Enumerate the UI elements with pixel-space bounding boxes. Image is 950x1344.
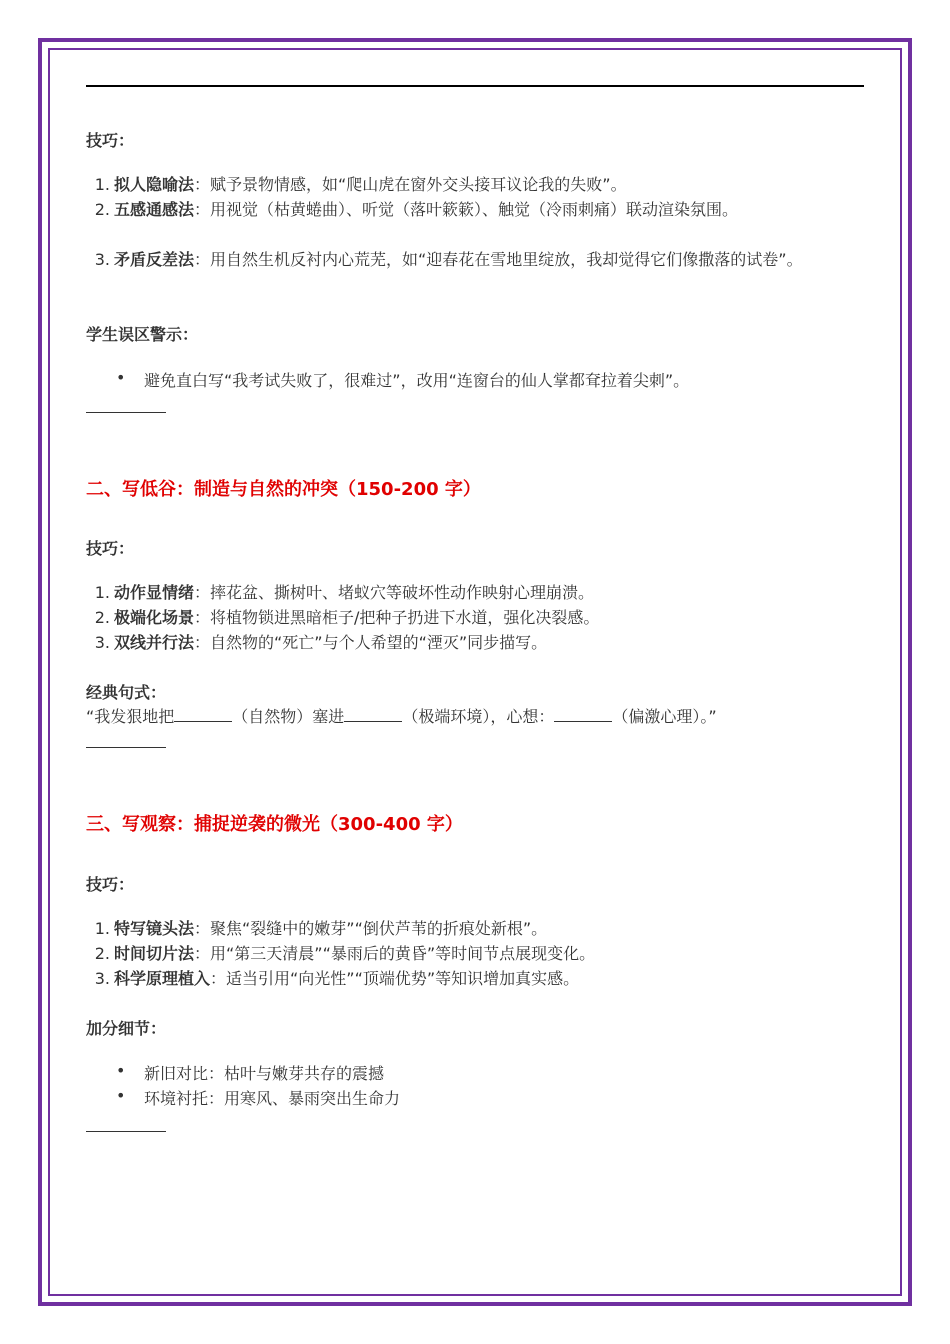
list-number: 3.: [94, 969, 110, 988]
warning-text: 避免直白写“我考试失败了，很难过”，改用“连窗台的仙人掌都耷拉着尖刺”。: [144, 371, 690, 390]
pattern-part: （偏激心理）。”: [612, 707, 717, 726]
list-number: 2.: [94, 608, 110, 627]
section3-technique-1: [94, 916, 866, 941]
list-number: 1.: [94, 175, 110, 194]
section-divider: [86, 412, 166, 413]
technique-term: 动作显情绪: [114, 583, 195, 602]
technique-term: 科学原理植入: [114, 969, 211, 988]
bullet-icon: •: [116, 1086, 126, 1105]
bullet-icon: •: [116, 368, 126, 387]
section1-warning-item: [116, 368, 690, 391]
section1-techniques-label: 技巧：: [86, 131, 135, 150]
technique-term: 极端化场景: [114, 608, 195, 627]
pattern-part: （极端环境），心想：: [402, 707, 555, 726]
technique-term: 拟人隐喻法: [114, 175, 195, 194]
section-divider: [86, 747, 166, 748]
section2-technique-1: [94, 580, 866, 605]
section3-technique-2: [94, 941, 866, 966]
technique-text: ：适当引用“向光性”“顶端优势”等知识增加真实感。: [210, 969, 580, 988]
fill-blank: [554, 707, 612, 722]
technique-text: ：用视觉（枯黄蜷曲）、听觉（落叶簌簌）、触觉（冷雨刺痛）联动渲染氛围。: [194, 200, 739, 219]
section1-warning-label: 学生误区警示：: [86, 325, 199, 344]
fill-blank: [174, 707, 232, 722]
list-number: 2.: [94, 944, 110, 963]
section3-heading: 三、写观察：捕捉逆袭的微光（300-400 字）: [86, 814, 463, 835]
bonus-text: 新旧对比：枯叶与嫩芽共存的震撼: [144, 1064, 385, 1083]
section2-sentence-pattern: [86, 704, 717, 727]
technique-text: ：用自然生机反衬内心荒芜，如“迎春花在雪地里绽放，我却觉得它们像撒落的试卷”。: [194, 250, 803, 269]
section2-technique-2: [94, 605, 866, 630]
technique-text: ：自然物的“死亡”与个人希望的“湮灭”同步描写。: [194, 633, 548, 652]
technique-text: ：将植物锁进黑暗柜子/把种子扔进下水道，强化决裂感。: [194, 608, 600, 627]
technique-term: 矛盾反差法: [114, 250, 195, 269]
bonus-text: 环境衬托：用寒风、暴雨突出生命力: [144, 1089, 401, 1108]
technique-term: 五感通感法: [114, 200, 195, 219]
section1-technique-3: [94, 247, 866, 272]
section2-pattern-label: 经典句式：: [86, 683, 167, 702]
section-divider: [86, 1131, 166, 1132]
section3-bonus-item: [116, 1061, 385, 1084]
list-number: 1.: [94, 919, 110, 938]
section2-heading: 二、写低谷：制造与自然的冲突（150-200 字）: [86, 479, 481, 500]
section2-technique-3: [94, 630, 866, 655]
section3-technique-3: [94, 966, 866, 991]
section2-techniques-label: 技巧：: [86, 539, 135, 558]
pattern-part: “我发狠地把: [86, 707, 175, 726]
technique-text: ：摔花盆、撕树叶、堵蚁穴等破坏性动作映射心理崩溃。: [194, 583, 595, 602]
pattern-part: （自然物）塞进: [232, 707, 345, 726]
list-number: 1.: [94, 583, 110, 602]
section3-techniques-label: 技巧：: [86, 875, 135, 894]
technique-text: ：聚焦“裂缝中的嫩芽”“倒伏芦苇的折痕处新根”。: [194, 919, 548, 938]
bullet-icon: •: [116, 1061, 126, 1080]
technique-term: 时间切片法: [114, 944, 195, 963]
section1-technique-1: [94, 172, 866, 197]
technique-text: ：用“第三天清晨”“暴雨后的黄昏”等时间节点展现变化。: [194, 944, 596, 963]
section3-bonus-label: 加分细节：: [86, 1019, 167, 1038]
list-number: 3.: [94, 250, 110, 269]
list-number: 2.: [94, 200, 110, 219]
technique-text: ：赋予景物情感，如“爬山虎在窗外交头接耳议论我的失败”。: [194, 175, 627, 194]
fill-blank: [344, 707, 402, 722]
header-rule: [86, 85, 864, 87]
technique-term: 双线并行法: [114, 633, 195, 652]
list-number: 3.: [94, 633, 110, 652]
section1-technique-2: [94, 197, 866, 222]
section3-bonus-item: [116, 1086, 401, 1109]
technique-term: 特写镜头法: [114, 919, 195, 938]
